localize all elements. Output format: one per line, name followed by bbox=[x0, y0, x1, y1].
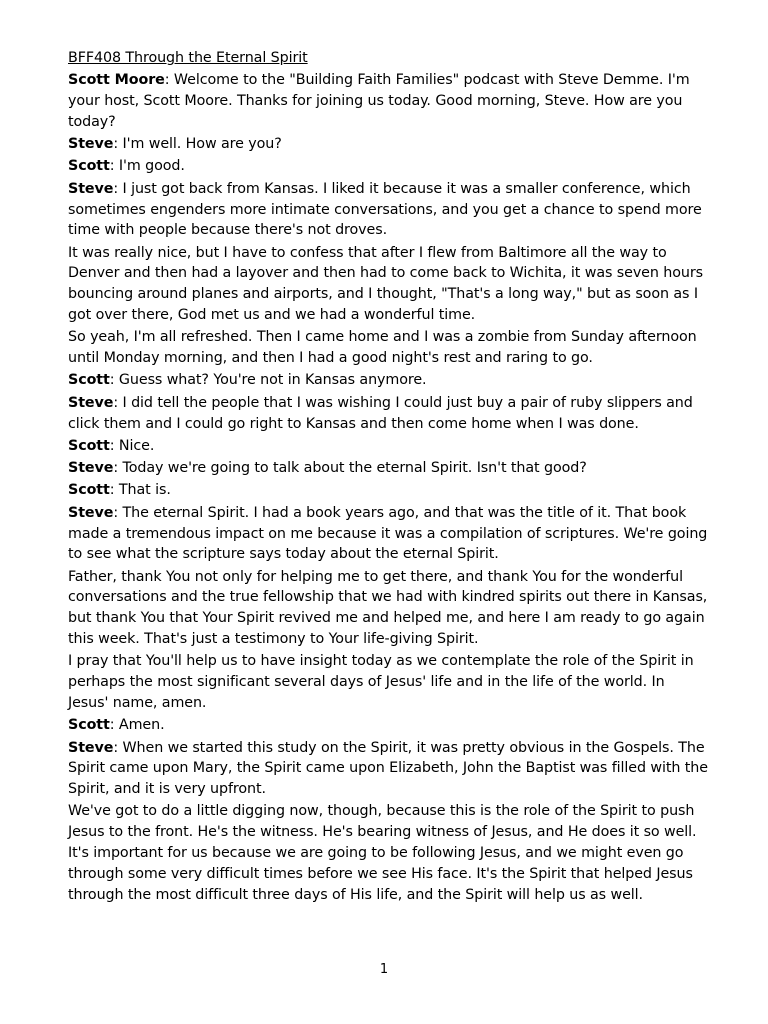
transcript-paragraph bbox=[68, 567, 708, 650]
speaker-name: Steve bbox=[68, 504, 114, 521]
transcript-paragraph bbox=[68, 179, 708, 241]
speaker-name: Scott Moore bbox=[68, 72, 165, 89]
speaker-name: Steve bbox=[68, 739, 114, 756]
transcript-paragraph bbox=[68, 738, 708, 800]
transcript-paragraph bbox=[68, 436, 708, 457]
paragraph-text: : Amen. bbox=[109, 717, 165, 734]
paragraph-text: : Guess what? You're not in Kansas anymore. bbox=[109, 372, 427, 389]
paragraph-text: : Nice. bbox=[109, 437, 155, 454]
transcript-paragraph bbox=[68, 651, 708, 713]
transcript-paragraph bbox=[68, 801, 708, 905]
speaker-name: Steve bbox=[68, 394, 114, 411]
transcript-paragraph bbox=[68, 715, 708, 736]
speaker-name: Scott bbox=[68, 158, 110, 175]
paragraph-text: : Welcome to the "Building Faith Families" podcast with Steve Demme. I'm your host, Scott Moore. Thanks for joining us today. Good morning, Steve. How are you today? bbox=[68, 72, 690, 130]
paragraph-text: : I'm good. bbox=[109, 158, 185, 175]
speaker-name: Scott bbox=[68, 372, 110, 389]
paragraph-text: : I'm well. How are you? bbox=[113, 136, 282, 153]
document-page bbox=[68, 48, 708, 907]
paragraph-text: : I just got back from Kansas. I liked it because it was a smaller conference, which sometimes engenders more intimate conversations, and you get a chance to spend more time with people because there's not droves. bbox=[68, 180, 702, 239]
paragraph-text: : That is. bbox=[109, 482, 171, 499]
paragraph-text: We've got to do a little digging now, though, because this is the role of the Spirit to push Jesus to the front. He's the witness. He's bearing witness of Jesus, and He does it so well. It's important for us because we are going to be following Jesus, and we might even go through some very difficult times before we see His face. It's the Spirit that helped Jesus through the most difficult three days of His life, and the Spirit will help us as well. bbox=[68, 803, 697, 903]
transcript-paragraph bbox=[68, 480, 708, 501]
page-number: 1 bbox=[379, 962, 389, 977]
transcript-paragraph bbox=[68, 134, 708, 155]
transcript-paragraph bbox=[68, 243, 708, 326]
speaker-name: Scott bbox=[68, 437, 110, 454]
paragraph-text: : I did tell the people that I was wishing I could just buy a pair of ruby slippers and click them and I could go right to Kansas and then come home when I was done. bbox=[68, 394, 693, 432]
speaker-name: Steve bbox=[68, 136, 114, 153]
transcript-paragraph bbox=[68, 393, 708, 435]
paragraph-text: : When we started this study on the Spirit, it was pretty obvious in the Gospels. The Spirit came upon Mary, the Spirit came upon Elizabeth, John the Baptist was filled with the Spirit, and it is very upfront. bbox=[68, 739, 708, 798]
paragraph-text: Father, thank You not only for helping me to get there, and thank You for the wonderful conversations and the true fellowship that we had with kindred spirits out there in Kansas, but thank You that Your Spirit revived me and helped me, and here I am ready to go again this week. That's just a testimony to Your life-giving Spirit. bbox=[68, 568, 708, 648]
paragraph-text: So yeah, I'm all refreshed. Then I came home and I was a zombie from Sunday afternoon until Monday morning, and then I had a good night's rest and raring to go. bbox=[68, 329, 697, 367]
document-title: BFF408 Through the Eternal Spirit bbox=[68, 50, 308, 66]
paragraph-text: I pray that You'll help us to have insight today as we contemplate the role of the Spirit in perhaps the most significant several days of Jesus' life and in the life of the world. In Jesus' name, amen. bbox=[68, 653, 694, 711]
speaker-name: Steve bbox=[68, 460, 114, 477]
transcript-paragraph bbox=[68, 458, 708, 479]
speaker-name: Scott bbox=[68, 482, 110, 499]
transcript-body bbox=[68, 70, 708, 905]
paragraph-text: : The eternal Spirit. I had a book years ago, and that was the title of it. That book made a tremendous impact on me because it was a compilation of scriptures. We're going to see what the scripture says today about the eternal Spirit. bbox=[68, 504, 708, 563]
transcript-paragraph bbox=[68, 370, 708, 391]
transcript-paragraph bbox=[68, 327, 708, 369]
transcript-paragraph bbox=[68, 70, 708, 132]
speaker-name: Steve bbox=[68, 180, 114, 197]
transcript-paragraph bbox=[68, 156, 708, 177]
paragraph-text: : Today we're going to talk about the eternal Spirit. Isn't that good? bbox=[113, 460, 587, 477]
speaker-name: Scott bbox=[68, 717, 110, 734]
paragraph-text: It was really nice, but I have to confess that after I flew from Baltimore all the way to Denver and then had a layover and then had to come back to Wichita, it was seven hours bouncing around planes and airports, and I thought, "That's a long way," but as soon as I got over there, God met us and we had a wonderful time. bbox=[68, 244, 703, 324]
transcript-paragraph bbox=[68, 503, 708, 565]
